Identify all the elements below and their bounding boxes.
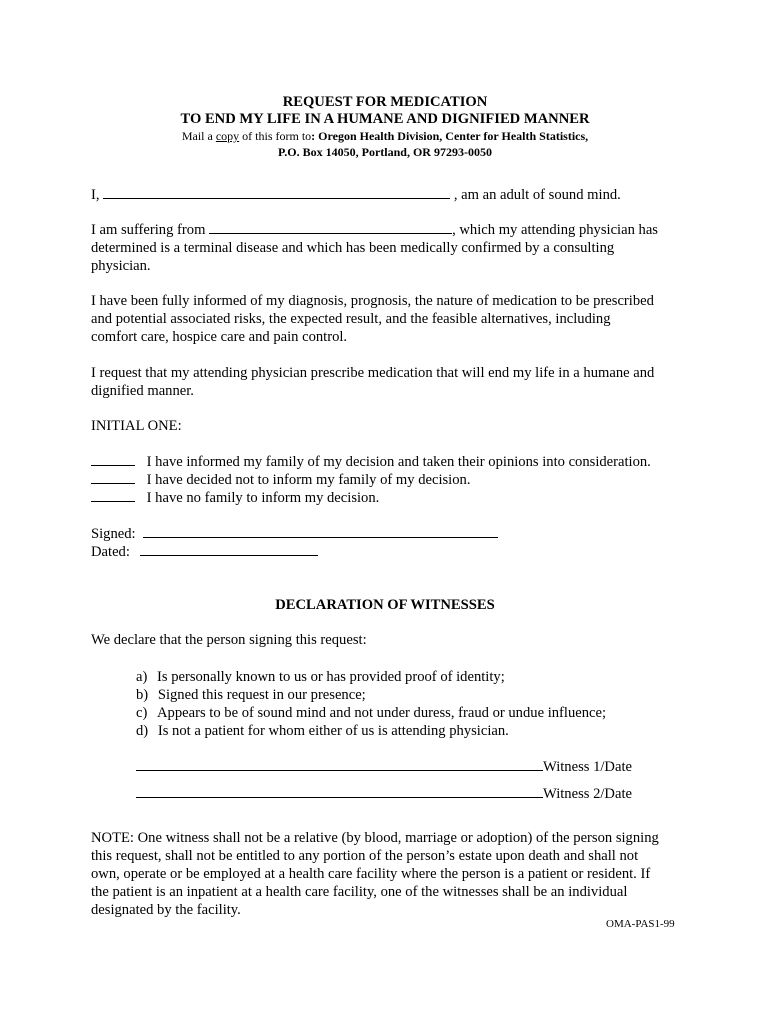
witness-1-row [136, 758, 632, 776]
item-letter: c) [136, 705, 148, 721]
signed-row [91, 525, 498, 543]
option-row-3 [91, 489, 379, 507]
mail-mid: of this form to [239, 129, 312, 143]
initial-one-heading: INITIAL ONE: [91, 418, 182, 434]
item-letter: a) [136, 669, 148, 685]
initial-field-2[interactable] [91, 471, 135, 484]
name-suffix: , am an adult of sound mind. [453, 187, 621, 203]
witness-item-a [136, 668, 505, 686]
mail-address-1: Oregon Health Division, Center for Health Statistics, [318, 129, 589, 143]
item-text: Appears to be of sound mind and not under duress, fraud or undue influence; [157, 705, 607, 721]
mail-copy-word: copy [215, 129, 240, 143]
note-line-2: this request, shall not be entitled to any portion of the person’s estate upon death and shall not [91, 848, 639, 864]
title-line-2: TO END MY LIFE IN A HUMANE AND DIGNIFIED MANNER [180, 111, 590, 127]
suffering-prefix: I am suffering from [91, 222, 206, 238]
note-line-3: own, operate or be employed at a health care facility where the person is a patient or resident. If [91, 866, 651, 882]
dated-label: Dated: [91, 544, 130, 560]
witness-item-d [136, 722, 509, 740]
note-line-4: the patient is an inpatient at a health care facility, one of the witnesses shall be an individual [91, 884, 628, 900]
suffering-line-3: physician. [91, 258, 151, 274]
initial-field-3[interactable] [91, 489, 135, 502]
item-text: Is not a patient for whom either of us is attending physician. [157, 723, 509, 739]
dated-row [91, 543, 318, 561]
informed-line-1: I have been fully informed of my diagnosis, prognosis, the nature of medication to be prescribed [91, 293, 654, 309]
mail-address-2: P.O. Box 14050, Portland, OR 97293-0050 [278, 145, 492, 159]
informed-line-3: comfort care, hospice care and pain control. [91, 329, 348, 345]
option-text-2: I have decided not to inform my family of my decision. [146, 472, 471, 488]
option-row-1 [91, 453, 651, 471]
signature-field[interactable] [143, 525, 498, 538]
request-line-2: dignified manner. [91, 383, 194, 399]
suffering-line-1 [91, 221, 658, 239]
witness-item-b [136, 686, 366, 704]
date-field[interactable] [140, 543, 318, 556]
suffering-suffix: , which my attending physician has [452, 222, 658, 238]
item-letter: b) [136, 687, 149, 703]
item-text: Is personally known to us or has provided proof of identity; [157, 669, 505, 685]
title-line-1: REQUEST FOR MEDICATION [282, 94, 488, 110]
option-row-2 [91, 471, 470, 489]
witness-heading: DECLARATION OF WITNESSES [275, 597, 495, 613]
name-prefix: I, [91, 187, 100, 203]
note-line-1: NOTE: One witness shall not be a relative (by blood, marriage or adoption) of the person signing [91, 830, 659, 846]
mail-instructions [0, 129, 770, 144]
item-text: Signed this request in our presence; [157, 687, 366, 703]
option-text-1: I have informed my family of my decision and taken their opinions into consideration. [146, 454, 651, 470]
note-line-5: designated by the facility. [91, 902, 241, 918]
mail-colon: : [311, 129, 319, 143]
initial-field-1[interactable] [91, 453, 135, 466]
request-line-1: I request that my attending physician prescribe medication that will end my life in a humane and [91, 365, 655, 381]
witness-1-signature-field[interactable] [136, 758, 543, 771]
disease-field[interactable] [209, 221, 452, 234]
option-text-3: I have no family to inform my decision. [146, 490, 380, 506]
name-line [91, 186, 621, 204]
item-letter: d) [136, 723, 149, 739]
witness-2-signature-field[interactable] [136, 785, 543, 798]
suffering-line-2: determined is a terminal disease and which has been medically confirmed by a consulting [91, 240, 615, 256]
informed-line-2: and potential associated risks, the expected result, and the feasible alternatives, including [91, 311, 611, 327]
witness-2-label: Witness 2/Date [543, 786, 632, 802]
name-field[interactable] [103, 186, 450, 199]
witness-1-label: Witness 1/Date [543, 759, 632, 775]
witness-intro: We declare that the person signing this request: [91, 632, 367, 648]
mail-prefix: Mail a [181, 129, 216, 143]
witness-2-row [136, 785, 632, 803]
signed-label: Signed: [91, 526, 136, 542]
witness-item-c [136, 704, 606, 722]
form-code: OMA-PAS1-99 [606, 918, 675, 930]
